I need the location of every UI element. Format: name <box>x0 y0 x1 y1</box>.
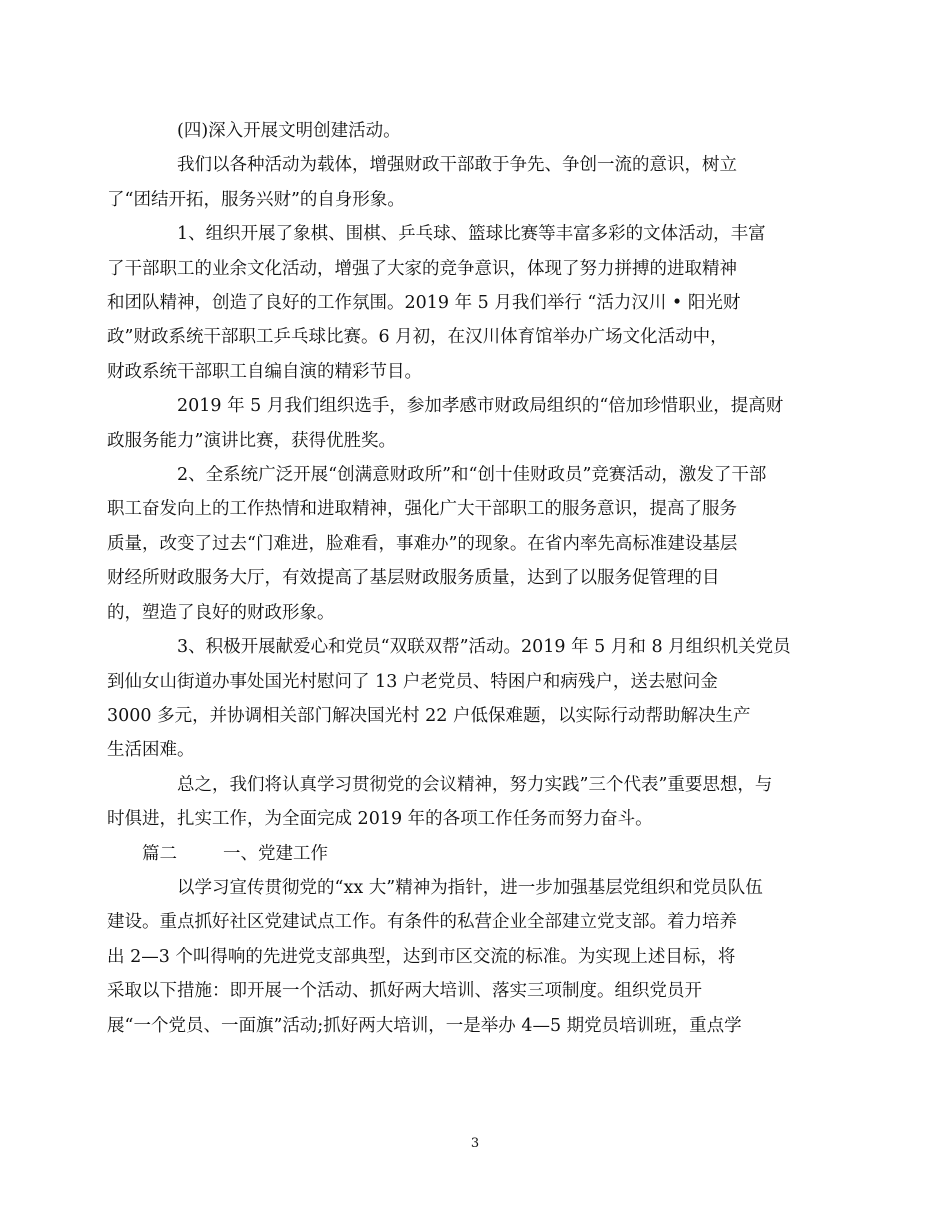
paragraph-speech-contest <box>107 389 822 458</box>
text-line: 3、积极开展献爱心和党员“双联双帮”活动。2019 年 5 月和 8 月组织机关党员 <box>177 637 791 658</box>
paragraph-activity-one <box>107 217 822 389</box>
text-line: 我们以各种活动为载体，增强财政干部敢于争先、争创一流的意识，树立 <box>177 155 737 176</box>
paragraph-party-building <box>107 871 822 1043</box>
text-line: 2、全系统广泛开展“创满意财政所”和“创十佳财政员”竞赛活动，激发了干部 <box>177 465 767 486</box>
text-line: 总之，我们将认真学习贯彻党的会议精神，努力实践”三个代表”重要思想，与 <box>177 774 773 795</box>
text-line: 政服务能力”演讲比赛，获得优胜奖。 <box>107 430 396 451</box>
heading-text: (四)深入开展文明创建活动。 <box>177 121 401 141</box>
paragraph-activity-three <box>107 630 822 768</box>
text-line: 2019 年 5 月我们组织选手，参加孝感市财政局组织的“倍加珍惜职业，提高财 <box>177 396 784 417</box>
text-line: 3000 多元，并协调相关部门解决国光村 22 户低保难题，以实际行动帮助解决生产 <box>107 705 751 726</box>
text-line: 的，塑造了良好的财政形象。 <box>107 602 335 623</box>
section-label: 篇二 <box>142 843 177 864</box>
text-line: 和团队精神，创造了良好的工作氛围。2019 年 5 月我们举行 “活力汉川 • 阳光财 <box>107 293 741 314</box>
text-line: 出 2—3 个叫得响的先进党支部典型，达到市区交流的标准。为实现上述目标，将 <box>107 946 736 967</box>
text-line: 展“一个党员、一面旗”活动;抓好两大培训，一是举办 4—5 期党员培训班，重点学 <box>107 1015 742 1036</box>
text-line: 政”财政系统干部职工乒乓球比赛。6 月初，在汉川体育馆举办广场文化活动中， <box>107 327 728 348</box>
text-line: 财政系统干部职工自编自演的精彩节目。 <box>107 361 422 382</box>
paragraph-intro <box>107 148 822 217</box>
text-line: 生活困难。 <box>107 740 195 761</box>
text-line: 时俱进，扎实工作，为全面完成 2019 年的各项工作任务而努力奋斗。 <box>107 809 653 830</box>
text-line: 了“团结开拓，服务兴财”的自身形象。 <box>107 189 405 210</box>
document-body <box>107 114 822 1043</box>
text-line: 1、组织开展了象棋、围棋、乒乓球、篮球比赛等丰富多彩的文体活动，丰富 <box>177 224 766 245</box>
heading-section-four <box>142 114 822 148</box>
section-two-heading <box>142 837 822 871</box>
paragraph-summary <box>107 768 822 837</box>
text-line: 以学习宣传贯彻党的“xx 大”精神为指针，进一步加强基层党组织和党员队伍 <box>177 877 763 898</box>
text-line: 建设。重点抓好社区党建试点工作。有条件的私营企业全部建立党支部。着力培养 <box>107 912 737 933</box>
section-title: 一、党建工作 <box>223 843 328 864</box>
text-line: 了干部职工的业余文化活动，增强了大家的竞争意识，体现了努力拼搏的进取精神 <box>107 258 737 279</box>
text-line: 职工奋发向上的工作热情和进取精神，强化广大干部职工的服务意识，提高了服务 <box>107 499 737 520</box>
page-number: 3 <box>470 1136 480 1151</box>
text-line: 质量，改变了过去“门难进，脸难看，事难办”的现象。在省内率先高标准建设基层 <box>107 533 738 554</box>
text-line: 财经所财政服务大厅，有效提高了基层财政服务质量，达到了以服务促管理的目 <box>107 568 720 589</box>
paragraph-activity-two <box>107 458 822 630</box>
text-line: 到仙女山街道办事处国光村慰问了 13 户老党员、特困户和病残户，送去慰问金 <box>107 671 718 692</box>
text-line: 采取以下措施：即开展一个活动、抓好两大培训、落实三项制度。组织党员开 <box>107 981 702 1002</box>
